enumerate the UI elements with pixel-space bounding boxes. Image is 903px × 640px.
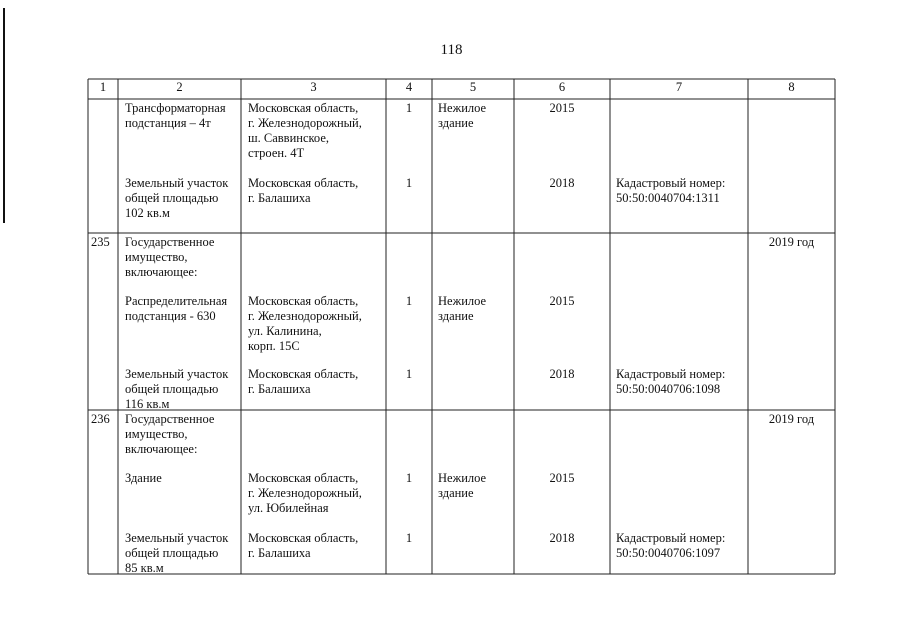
item-address: Московская область, (248, 531, 359, 545)
item-address: г. Железнодорожный, (248, 486, 362, 500)
item-address: г. Железнодорожный, (248, 309, 362, 323)
item-name: Земельный участок (125, 367, 229, 381)
item-address: Московская область, (248, 176, 359, 190)
item-address: г. Железнодорожный, (248, 116, 362, 130)
item-year: 2018 (549, 531, 575, 545)
item-quantity: 1 (405, 531, 413, 545)
item-name: Земельный участок (125, 531, 229, 545)
item-address: Московская область, (248, 294, 359, 308)
item-name: Распределительная (125, 294, 228, 308)
item-year: 2015 (549, 471, 575, 485)
item-name: 102 кв.м (125, 206, 170, 220)
item-year: 2018 (549, 176, 575, 190)
item-quantity: 1 (405, 471, 413, 485)
item-note: 50:50:0040706:1098 (616, 382, 721, 396)
group-label: имущество, (125, 427, 188, 441)
item-type: здание (438, 309, 474, 323)
item-name: Здание (125, 471, 162, 485)
item-address: ул. Калинина, (248, 324, 322, 338)
item-address: г. Балашиха (248, 382, 311, 396)
item-address: Московская область, (248, 471, 359, 485)
item-name: общей площадью (125, 546, 219, 560)
group-label: включающее: (125, 265, 198, 279)
page-edge-mark (3, 8, 5, 223)
item-note: Кадастровый номер: (616, 367, 726, 381)
item-note: 50:50:0040704:1311 (616, 191, 720, 205)
item-name: подстанция – 4т (125, 116, 211, 130)
period: 2019 год (768, 235, 815, 249)
item-year: 2018 (549, 367, 575, 381)
column-header-5: 5 (469, 80, 477, 94)
column-header-4: 4 (405, 80, 413, 94)
item-name: общей площадью (125, 382, 219, 396)
item-address: ул. Юбилейная (248, 501, 329, 515)
group-label: Государственное (125, 412, 215, 426)
item-name: общей площадью (125, 191, 219, 205)
item-name: Трансформаторная (125, 101, 226, 115)
group-label: Государственное (125, 235, 215, 249)
item-address: ш. Саввинское, (248, 131, 330, 145)
column-header-8: 8 (788, 80, 795, 94)
column-header-3: 3 (310, 80, 317, 94)
page-number: 118 (440, 42, 463, 58)
item-type: здание (438, 116, 474, 130)
group-label: включающее: (125, 442, 198, 456)
item-quantity: 1 (405, 367, 413, 381)
item-type: Нежилое (438, 101, 487, 115)
item-type: Нежилое (438, 471, 487, 485)
item-name: 116 кв.м (125, 397, 170, 411)
item-quantity: 1 (405, 294, 413, 308)
item-address: строен. 4Т (248, 146, 305, 160)
item-type: Нежилое (438, 294, 487, 308)
group-label: имущество, (125, 250, 188, 264)
item-address: Московская область, (248, 101, 359, 115)
column-header-7: 7 (675, 80, 683, 94)
period: 2019 год (768, 412, 815, 426)
column-header-1: 1 (99, 80, 107, 94)
item-note: Кадастровый номер: (616, 176, 726, 190)
item-name: Земельный участок (125, 176, 229, 190)
item-year: 2015 (549, 101, 575, 115)
item-year: 2015 (549, 294, 575, 308)
item-quantity: 1 (405, 101, 413, 115)
item-name: подстанция - 630 (125, 309, 216, 323)
item-name: 85 кв.м (125, 561, 164, 575)
row-number: 236 (91, 412, 110, 426)
row-number: 235 (91, 235, 110, 249)
item-address: г. Балашиха (248, 546, 311, 560)
item-type: здание (438, 486, 474, 500)
item-address: г. Балашиха (248, 191, 311, 205)
column-header-6: 6 (558, 80, 566, 94)
item-address: корп. 15С (248, 339, 300, 353)
item-address: Московская область, (248, 367, 359, 381)
item-quantity: 1 (405, 176, 413, 190)
column-header-2: 2 (176, 80, 183, 94)
item-note: Кадастровый номер: (616, 531, 726, 545)
item-note: 50:50:0040706:1097 (616, 546, 721, 560)
